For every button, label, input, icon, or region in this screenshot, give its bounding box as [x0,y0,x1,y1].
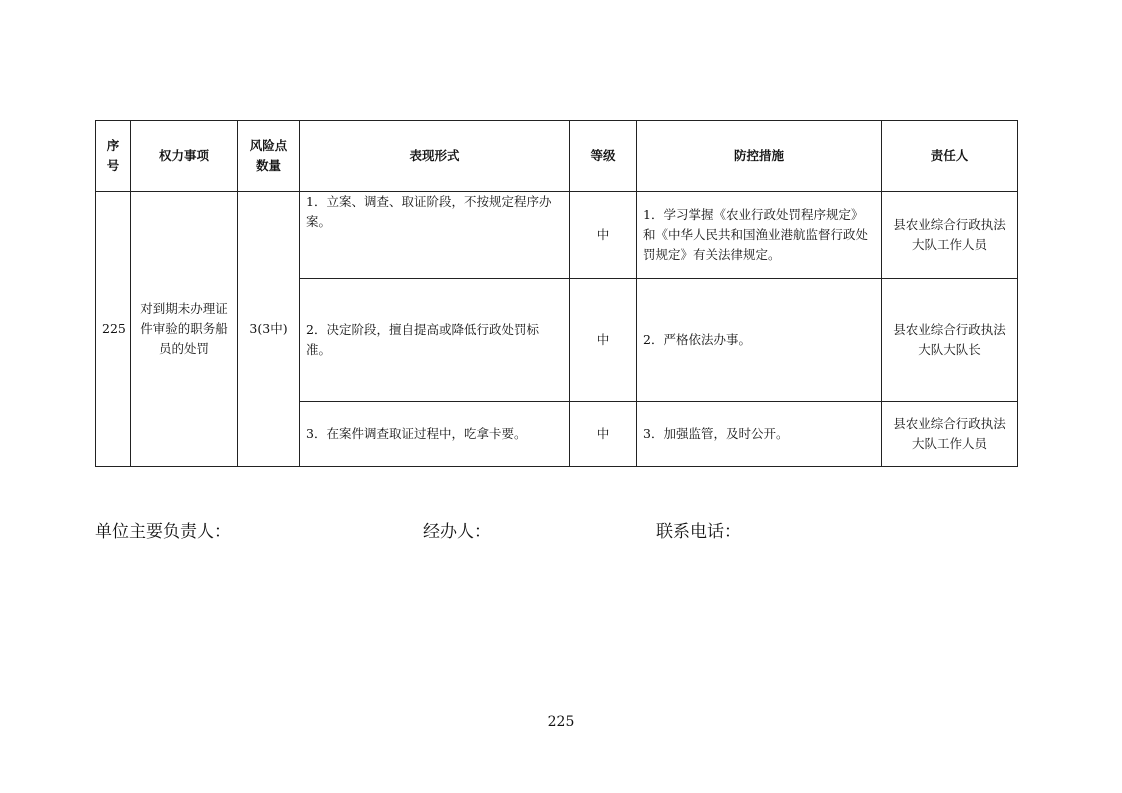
page-number: 225 [547,714,575,730]
header-form: 表现形式 [300,121,570,192]
header-measures: 防控措施 [637,121,882,192]
handler-label: 经办人： [423,522,491,542]
header-owner: 责任人 [882,121,1018,192]
cell-form: 1．立案、调查、取证阶段，不按规定程序办案。 [300,192,570,279]
header-risk-count: 风险点 数量 [238,121,300,192]
cell-form: 3．在案件调查取证过程中，吃拿卡要。 [300,402,570,467]
cell-owner: 县农业综合行政执法大队大队长 [882,279,1018,402]
unit-head-label: 单位主要负责人： [95,522,231,542]
cell-seq: 225 [96,192,131,467]
cell-owner: 县农业综合行政执法大队工作人员 [882,192,1018,279]
cell-form: 2．决定阶段，擅自提高或降低行政处罚标准。 [300,279,570,402]
header-level: 等级 [570,121,637,192]
header-item: 权力事项 [131,121,238,192]
cell-level: 中 [570,402,637,467]
cell-level: 中 [570,192,637,279]
cell-measure: 2．严格依法办事。 [637,279,882,402]
table-header-row [96,121,1018,192]
cell-risk-count: 3(3中) [238,192,300,467]
table-row [96,192,1018,279]
cell-measure: 1．学习掌握《农业行政处罚程序规定》和《中华人民共和国渔业港航监督行政处罚规定》有关法律规定。 [637,192,882,279]
phone-label: 联系电话： [656,522,741,542]
risk-control-table [95,120,1018,467]
cell-owner: 县农业综合行政执法大队工作人员 [882,402,1018,467]
header-seq: 序 号 [96,121,131,192]
cell-item: 对到期未办理证件审验的职务船员的处罚 [131,192,238,467]
cell-level: 中 [570,279,637,402]
cell-measure: 3．加强监管，及时公开。 [637,402,882,467]
